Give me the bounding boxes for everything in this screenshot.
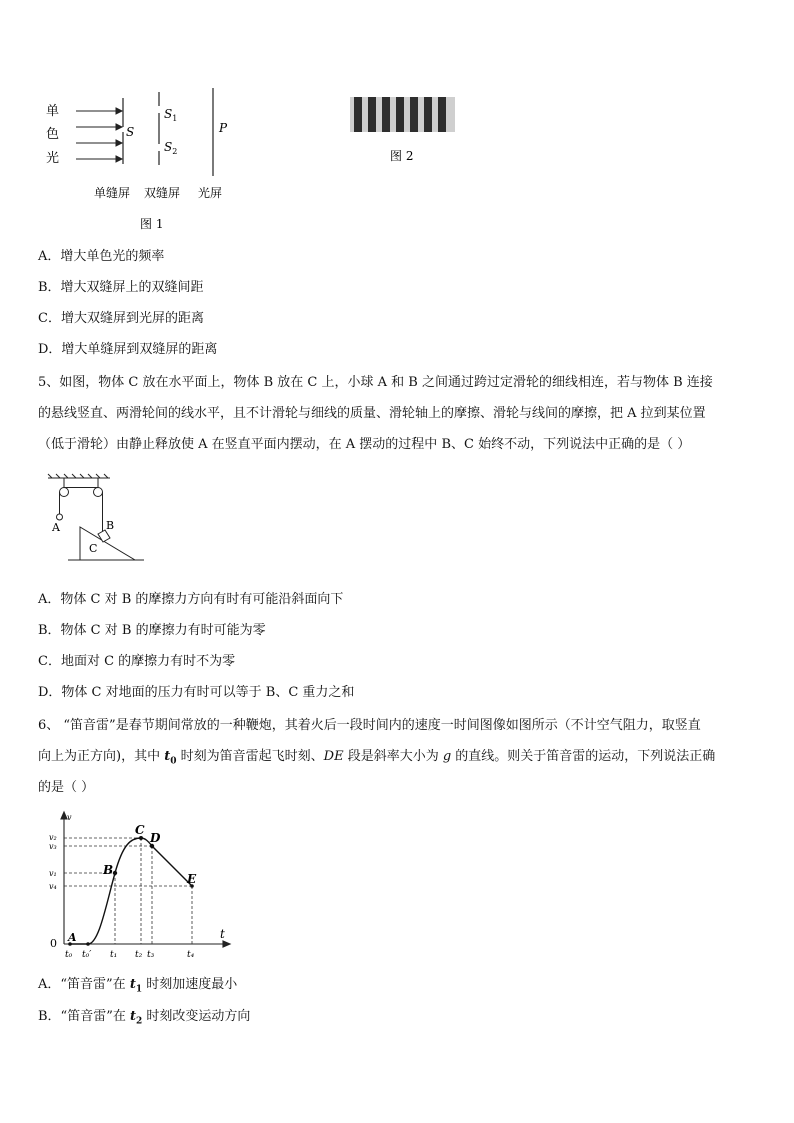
q6-option-a: A．“笛音雷”在 $t_1$ 时刻加速度最小 <box>38 977 238 995</box>
q4-option-c: C．增大双缝屏到光屏的距离 <box>38 311 204 326</box>
fig1-label-S1: $S_1$ <box>164 107 178 123</box>
q5-label-A: A <box>52 521 60 534</box>
q6-tick-t0: t₀ <box>65 950 73 960</box>
q6-point-E: E <box>187 872 197 886</box>
fig1-label-single-slit: 单缝屏 <box>94 186 131 200</box>
fig1-light-char-1: 单 <box>46 104 60 119</box>
fig1-light-char-3: 光 <box>46 151 60 166</box>
q4-option-a: A．增大单色光的频率 <box>38 249 165 264</box>
q6-option-b: B．“笛音雷”在 $t_2$ 时刻改变运动方向 <box>38 1009 251 1027</box>
q6-tick-v3: v₃ <box>49 842 57 851</box>
q5-option-a: A．物体 C 对 B 的摩擦力方向有时有可能沿斜面向下 <box>38 592 344 607</box>
q6-tick-v2: v₂ <box>49 833 57 842</box>
q5-stem-line-1: 5、如图，物体 C 放在水平面上，物体 B 放在 C 上，小球 A 和 B 之间通过跨过定滑轮的细线相连，若与物体 B 连接 <box>38 375 713 390</box>
q5-stem-line-3: （低于滑轮）由静止释放使 A 在竖直平面内摆动，在 A 摆动的过程中 B、C 始终不动，下列说法中正确的是（ ） <box>38 437 691 452</box>
q5-ball-A <box>57 514 63 520</box>
q6-axes <box>61 812 230 947</box>
fig1-light-char-2: 色 <box>46 127 60 142</box>
q6-tick-t1: t₁ <box>110 950 118 960</box>
q6-point-B: B <box>103 863 114 877</box>
fig1-label-double-slit: 双缝屏 <box>144 186 181 200</box>
q6-tick-t2: t₂ <box>135 950 143 960</box>
q5-ceiling <box>48 474 110 478</box>
fig2-caption: 图 2 <box>390 149 414 163</box>
q6-tick-t3: t₃ <box>147 950 155 960</box>
q6-velocity-curve <box>70 838 192 944</box>
q5-label-B: B <box>106 519 115 532</box>
q6-axis-t: t <box>220 927 225 941</box>
fig1-label-S2: $S_2$ <box>164 140 178 156</box>
q6-dashed-guides <box>64 838 192 944</box>
q6-points <box>68 836 194 946</box>
q4-option-b: B．增大双缝屏上的双缝间距 <box>38 280 204 295</box>
q6-point-A: A <box>68 931 77 944</box>
q5-option-c: C．地面对 C 的摩擦力有时不为零 <box>38 654 236 669</box>
q5-pulley-diagram <box>40 470 150 565</box>
figure1-double-slit-diagram <box>30 80 270 240</box>
q6-origin: 0 <box>50 937 57 950</box>
fig1-label-S: S <box>126 125 135 139</box>
q6-stem-line-1: 6、 “笛音雷”是春节期间常放的一种鞭炮，其着火后一段时间内的速度一时间图像如图所示（不计空气阻力，取竖直 <box>38 718 701 733</box>
q5-option-d: D．物体 C 对地面的压力有时可以等于 B、C 重力之和 <box>38 685 355 700</box>
q6-point-C: C <box>135 823 145 837</box>
q6-stem-line-3: 的是（ ） <box>38 780 95 795</box>
q6-axis-v: v <box>67 813 72 822</box>
fig1-light-arrows <box>76 108 122 162</box>
q6-tick-v1: v₁ <box>49 869 57 878</box>
q5-stem-line-2: 的悬线竖直、两滑轮间的线水平，且不计滑轮与细线的质量、滑轮轴上的摩擦、滑轮与线间的摩擦，把 A 拉到某位置 <box>38 406 706 421</box>
figure2-fringe-pattern <box>348 96 458 168</box>
fig1-label-P: P <box>219 121 228 135</box>
q6-point-D: D <box>150 831 161 845</box>
q4-option-d: D．增大单缝屏到双缝屏的距离 <box>38 342 218 357</box>
q6-tick-t0-prime: t₀′ <box>82 950 92 960</box>
q5-option-b: B．物体 C 对 B 的摩擦力有时可能为零 <box>38 623 266 638</box>
q6-tick-v4: v₄ <box>49 882 57 891</box>
fig1-caption: 图 1 <box>140 217 164 231</box>
q5-label-C: C <box>89 542 98 555</box>
q6-tick-t4: t₄ <box>187 950 195 960</box>
fig1-label-light-screen: 光屏 <box>198 186 223 200</box>
q6-stem-line-2: 向上为正方向)，其中 $t_0$ 时刻为笛音雷起飞时刻、DE 段是斜率大小为 g 的直线。则关于笛音雷的运动，下列说法正确 <box>38 749 716 767</box>
q6-velocity-time-graph <box>44 810 234 962</box>
